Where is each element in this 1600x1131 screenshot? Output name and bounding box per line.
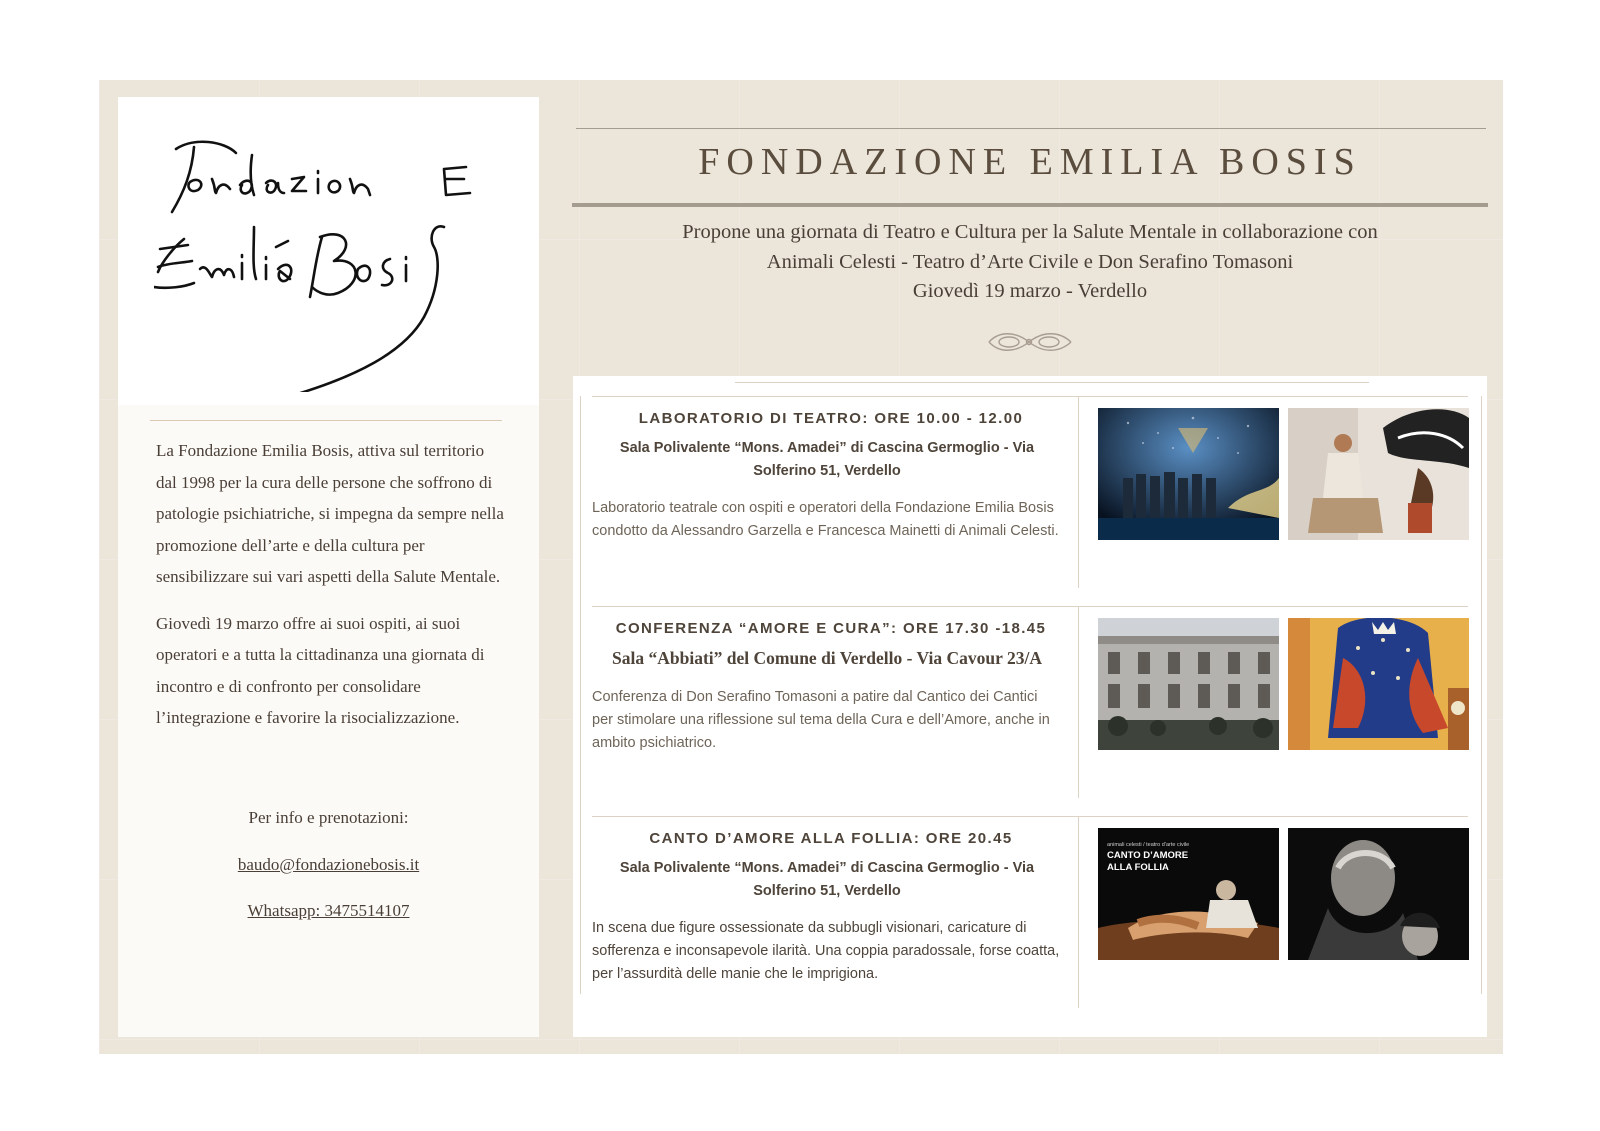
poster-small-text: animali celesti / teatro d’arte civile [1107, 842, 1190, 848]
signature-logo [118, 97, 539, 405]
page-title: FONDAZIONE EMILIA BOSIS [698, 141, 1362, 183]
event-description: Laboratorio teatrale con ospiti e operatori della Fondazione Emilia Bosis condotto da Alessandro Garzella e Francesca Mainetti di Animali Celesti. [592, 500, 1059, 539]
header-subtitle [572, 218, 1488, 307]
event-text [592, 410, 1062, 543]
show-poster-photo [1098, 828, 1279, 960]
intro-paragraph-2: Giovedì 19 marzo offre ai suoi ospiti, ai suoi operatori e a tutta la cittadinanza una giornata di incontro e di confronto per consolidare l’integrazione e favorire la risocializzazione. [156, 613, 485, 727]
event-theatre-workshop [580, 396, 1468, 606]
subtitle-line-3: Giovedì 19 marzo - Verdello [912, 280, 1148, 302]
stage-photo-2 [1288, 408, 1469, 540]
event-text [592, 620, 1062, 755]
event-divider [1078, 816, 1079, 1008]
event-rule [592, 816, 1468, 817]
event-divider [1078, 606, 1079, 798]
event-rule [592, 606, 1468, 607]
event-heading: CANTO D’AMORE ALLA FOLLIA: ORE 20.45 [649, 830, 1013, 847]
event-venue: Sala Polivalente “Mons. Amadei” di Cascina Germoglio - Via Solferino 51, Verdello [619, 860, 1035, 899]
poster-title-line-1: CANTO D’AMORE [1107, 850, 1189, 861]
contact-email-link[interactable]: baudo@fondazionebosis.it [237, 855, 420, 874]
subtitle-line-1: Propone una giornata di Teatro e Cultura per la Salute Mentale in collaborazione con [682, 221, 1378, 243]
subtitle-line-2: Animali Celesti - Teatro d’Arte Civile e Don Serafino Tomasoni [766, 250, 1294, 273]
contact-label: Per info e prenotazioni: [248, 808, 409, 827]
event-divider [1078, 396, 1079, 588]
event-venue: Sala “Abbiati” del Comune di Verdello - Via Cavour 23/A [612, 648, 1042, 668]
left-info-card [118, 97, 539, 1037]
event-description: In scena due figure ossessionate da subbugli visionari, caricature di sofferenza e inconsapevole ilarità. Una coppia paradossale, forse coatta, per l’assurdità delle manie che le imprigiona. [592, 920, 1060, 982]
flourish-ornament-icon [985, 327, 1075, 357]
panel-right-rule [1481, 396, 1482, 994]
event-conference [580, 606, 1468, 816]
signature-logo-icon [154, 127, 494, 392]
event-heading: CONFERENZA “AMORE E CURA”: ORE 17.30 -18.45 [615, 620, 1047, 637]
poster-title [1107, 850, 1188, 874]
left-divider [150, 420, 502, 421]
header-rule-bottom [572, 203, 1488, 207]
event-performance [580, 816, 1468, 1026]
event-heading: LABORATORIO DI TEATRO: ORE 10.00 - 12.00 [638, 410, 1024, 427]
intro-text [156, 435, 508, 749]
event-description: Conferenza di Don Serafino Tomasoni a patire dal Cantico dei Cantici per stimolare una riflessione sul tema della Cura e dell’Amore, anche in ambito psichiatrico. [592, 689, 1050, 751]
contact-whatsapp-link[interactable]: Whatsapp: 3475514107 [247, 901, 410, 920]
event-rule [592, 396, 1468, 397]
stage-photo-1 [1098, 408, 1279, 540]
building-photo [1098, 618, 1279, 750]
poster-title-line-2: ALLA FOLLIA [1107, 862, 1169, 873]
header-rule-top [576, 128, 1486, 129]
actors-photo [1288, 828, 1469, 960]
intro-paragraph-1: La Fondazione Emilia Bosis, attiva sul territorio dal 1998 per la cura delle persone che soffrono di patologie psichiatriche, si impegna da sempre nella promozione dell’arte e della cultura per sensibilizzare sui vari aspetti della Salute Mentale. [156, 441, 504, 586]
event-venue: Sala Polivalente “Mons. Amadei” di Cascina Germoglio - Via Solferino 51, Verdello [619, 440, 1035, 479]
event-text [592, 830, 1062, 986]
icon-painting-photo [1288, 618, 1469, 750]
panel-top-rule [735, 382, 1369, 383]
